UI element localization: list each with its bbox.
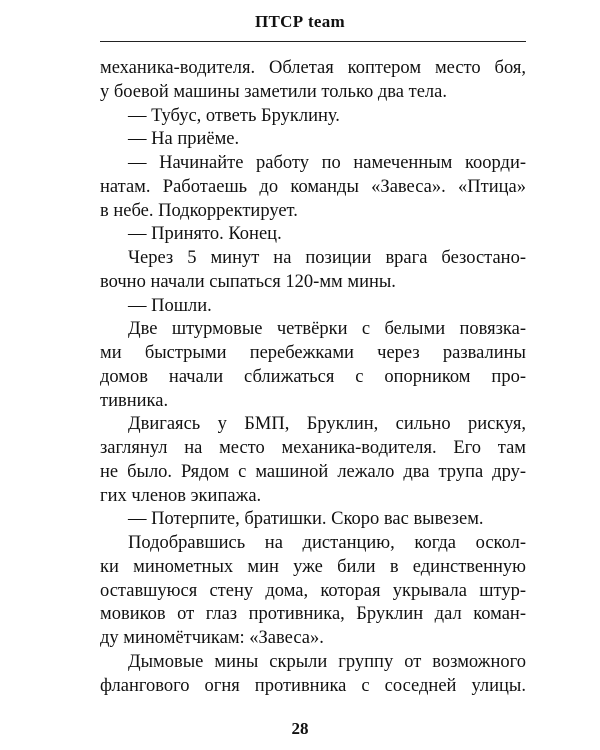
text-line: домов начали сближаться с опорником про- [100,366,526,387]
text-line: ми быстрыми перебежками через развалины [100,343,526,363]
text-line: не было. Рядом с машиной лежало два трупа дру- [100,461,526,482]
text-line: флангового огня противника с соседней улицы. [100,675,526,696]
text-line: в небе. Подкорректирует. [100,200,298,221]
text-line: ду миномётчикам: «Завеса». [100,628,324,648]
text-line: — Принято. Конец. [128,224,282,245]
text-line: — Потерпите, братишки. Скоро вас вывезем. [128,509,484,530]
text-line: Подобравшись на дистанцию, когда оскол- [128,533,526,553]
text-line: — Пошли. [128,295,212,316]
text-line: — На приёме. [128,129,240,150]
text-line: оставшуюся стену дома, которая укрывала штур- [100,580,526,601]
text-line: Две штурмовые четвёрки с белыми повязка- [128,319,526,340]
text-line: заглянул на место механика-водителя. Его там [100,438,526,458]
text-line: тивника. [100,390,169,411]
text-line: гих членов экипажа. [100,485,262,506]
page-number: 28 [291,719,309,738]
text-line: ки минометных мин уже били в единственную [100,556,526,577]
running-header: ПТСР team [254,12,346,31]
text-line: у боевой машины заметили только два тела. [100,81,447,102]
text-line: Двигаясь у БМП, Бруклин, сильно рискуя, [128,414,526,435]
text-line: Через 5 минут на позиции врага безостано- [128,248,526,268]
text-line: — Тубус, ответь Бруклину. [128,105,340,126]
text-line: Дымовые мины скрыли группу от возможного [128,651,526,672]
text-line: механика-водителя. Облетая коптером место боя, [100,58,526,78]
text-line: вочно начали сыпаться 120-мм мины. [100,271,396,292]
header-rule [100,41,526,42]
body-text [100,57,526,698]
text-line: — Начинайте работу по намеченным коорди- [128,153,526,173]
text-line: мовиков от глаз противника, Бруклин дал коман- [100,604,526,625]
text-line: натам. Работаешь до команды «Завеса». «Птица» [100,176,526,197]
